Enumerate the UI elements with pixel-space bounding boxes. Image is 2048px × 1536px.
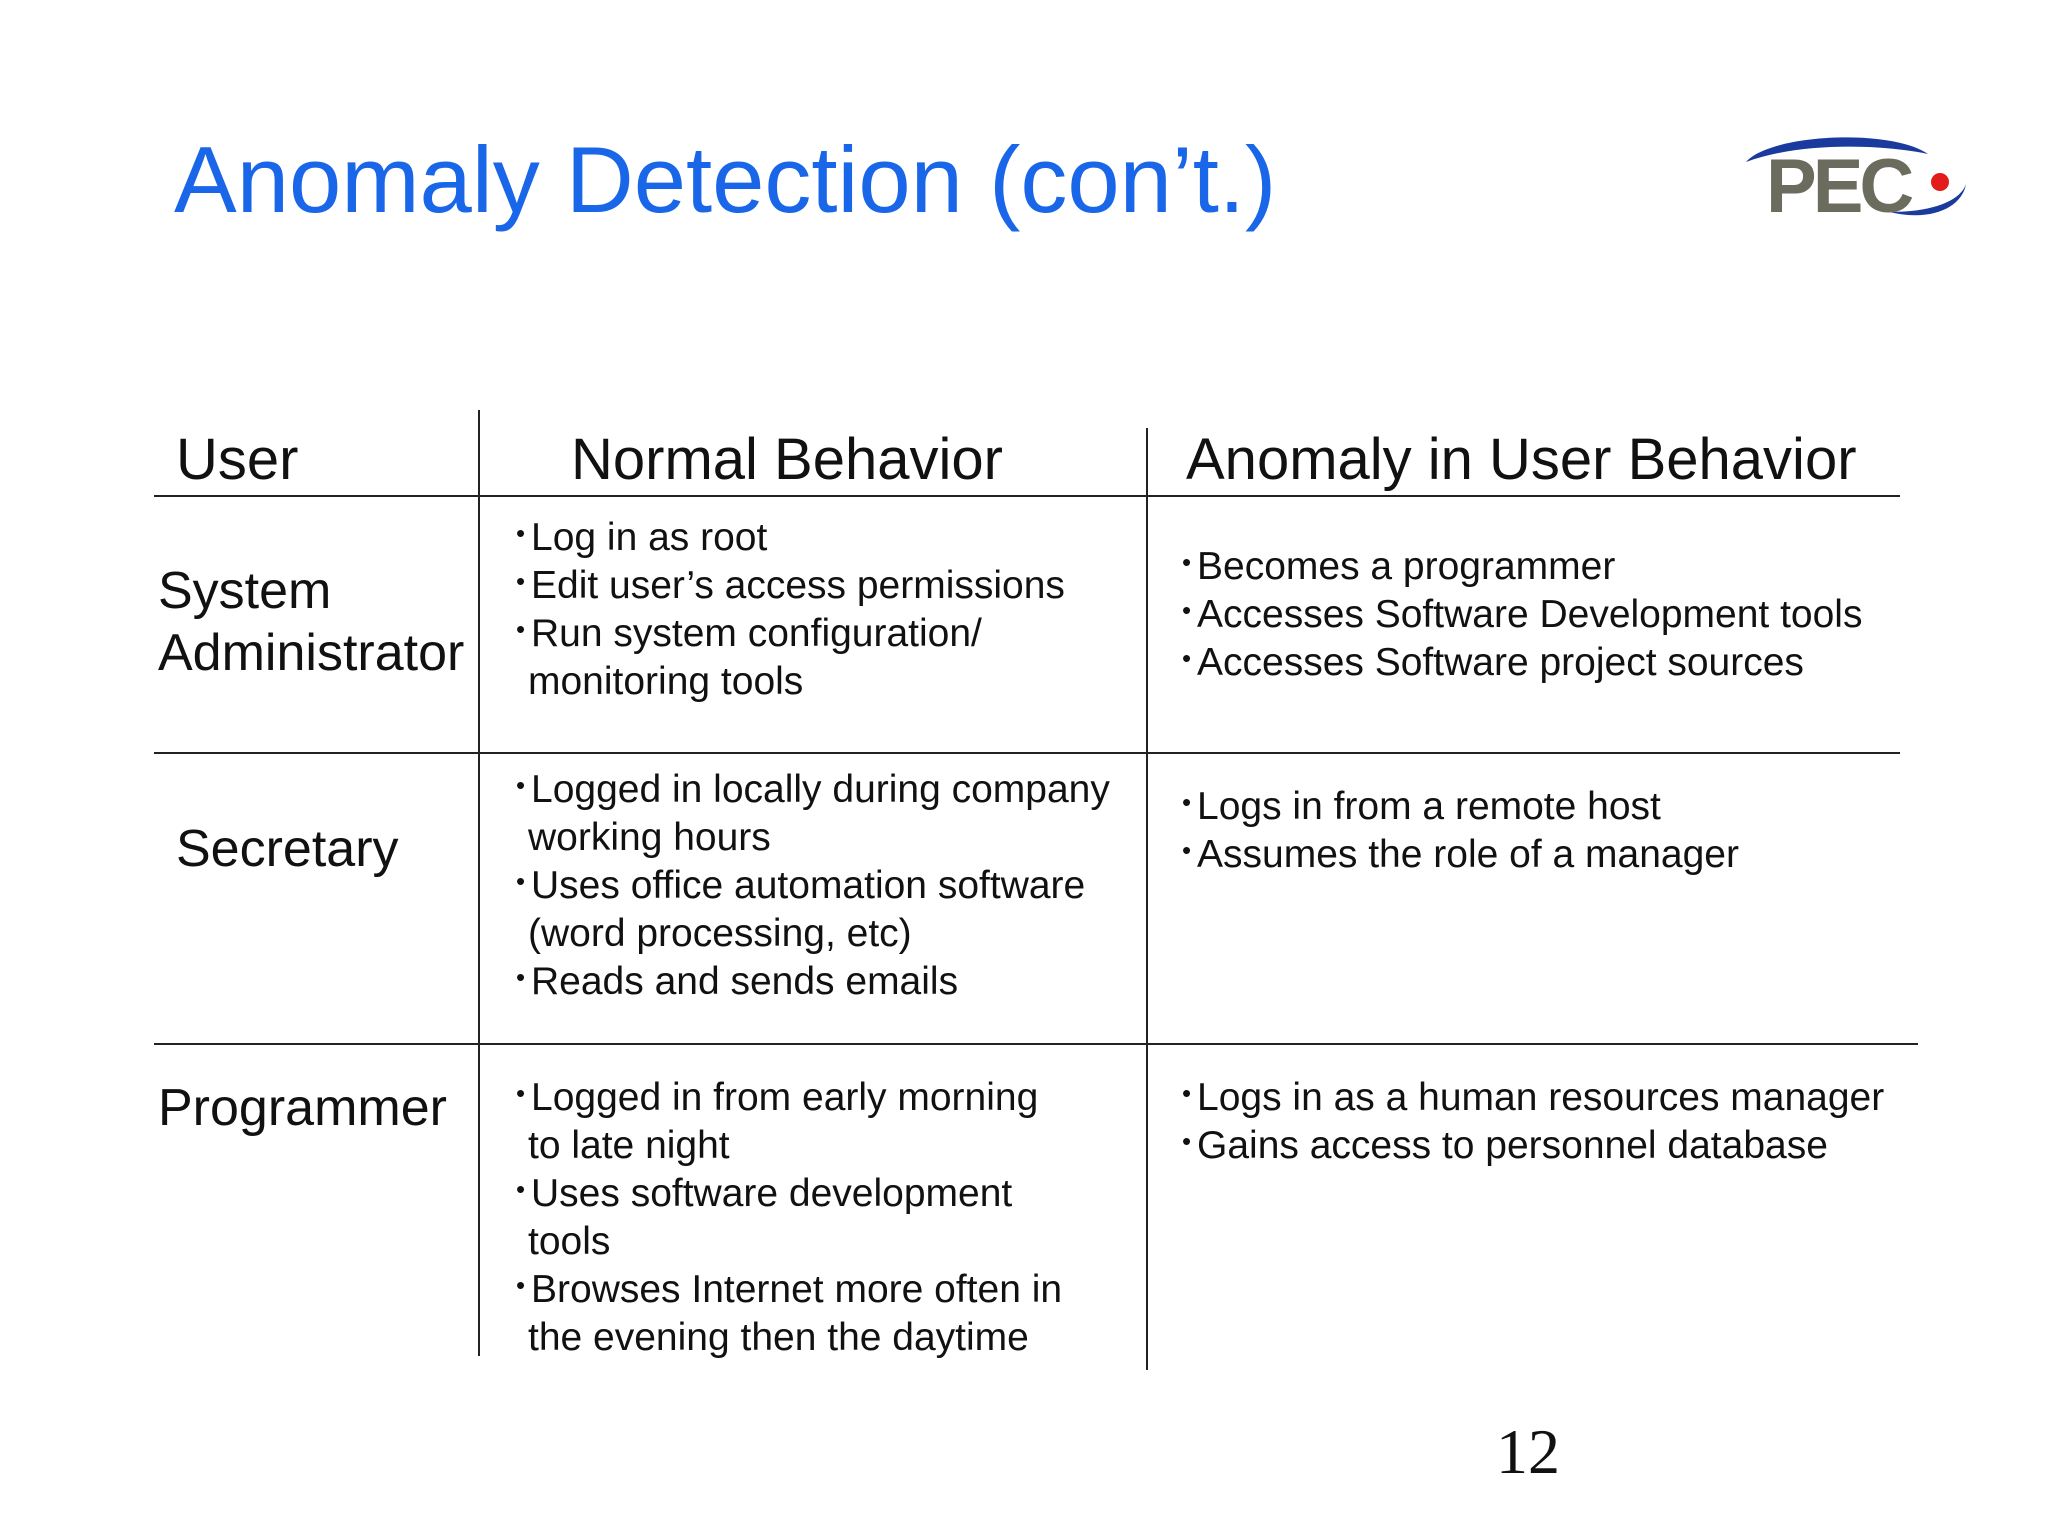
bullet-item: • Becomes a programmer — [1182, 543, 1862, 591]
anomaly-behavior-programmer — [1182, 1074, 1884, 1170]
logo-dot — [1931, 173, 1949, 191]
bullet-item: • Run system configuration/ — [516, 610, 1065, 658]
bullet-item-continuation: monitoring tools — [528, 660, 804, 703]
header-user: User — [176, 427, 299, 492]
anomaly-behavior-secretary — [1182, 783, 1739, 879]
bullet-item: • Browses Internet more often in — [516, 1266, 1062, 1314]
header-underline — [154, 495, 1900, 497]
row-divider-2 — [154, 1043, 1918, 1045]
pec-logo-icon — [1740, 128, 1970, 238]
normal-behavior-system-administrator — [516, 514, 1065, 706]
bullet-item: • Uses software development — [516, 1170, 1062, 1218]
bullet-item: • Uses office automation software — [516, 862, 1110, 910]
row-label-line: Secretary — [176, 820, 399, 878]
bullet-item: • Assumes the role of a manager — [1182, 831, 1739, 879]
page-number: 12 — [1496, 1416, 1560, 1487]
row-label-programmer — [158, 1077, 447, 1139]
normal-behavior-programmer — [516, 1074, 1062, 1362]
normal-behavior-secretary — [516, 766, 1110, 1006]
bullet-item: • Gains access to personnel database — [1182, 1122, 1884, 1170]
anomaly-behavior-system-administrator — [1182, 543, 1862, 687]
bullet-item: • Logs in from a remote host — [1182, 783, 1739, 831]
bullet-item-continuation: tools — [528, 1220, 611, 1263]
bullet-item: • Accesses Software project sources — [1182, 639, 1862, 687]
logo-text: PEC — [1766, 144, 1911, 229]
bullet-item: • Logs in as a human resources manager — [1182, 1074, 1884, 1122]
bullet-item-continuation: working hours — [528, 816, 771, 859]
row-label-secretary — [176, 818, 399, 880]
slide-title: Anomaly Detection (con’t.) — [174, 127, 1277, 232]
bullet-item: • Reads and sends emails — [516, 958, 1110, 1006]
bullet-item-continuation: (word processing, etc) — [528, 912, 912, 955]
column-divider-1 — [478, 410, 480, 1356]
column-divider-2 — [1146, 428, 1148, 1370]
bullet-item: • Log in as root — [516, 514, 1065, 562]
row-label-system-administrator — [158, 560, 464, 684]
row-divider-1 — [154, 752, 1900, 754]
row-label-line: Administrator — [158, 624, 465, 682]
bullet-item: • Logged in locally during company — [516, 766, 1110, 814]
bullet-item: • Accesses Software Development tools — [1182, 591, 1862, 639]
header-normal-behavior: Normal Behavior — [571, 427, 1003, 492]
header-anomaly-behavior: Anomaly in User Behavior — [1186, 427, 1857, 492]
bullet-item-continuation: the evening then the daytime — [528, 1316, 1029, 1359]
bullet-item: • Edit user’s access permissions — [516, 562, 1065, 610]
bullet-item: • Logged in from early morning — [516, 1074, 1062, 1122]
bullet-item-continuation: to late night — [528, 1124, 730, 1167]
row-label-line: System — [158, 562, 332, 620]
row-label-line: Programmer — [158, 1079, 447, 1137]
